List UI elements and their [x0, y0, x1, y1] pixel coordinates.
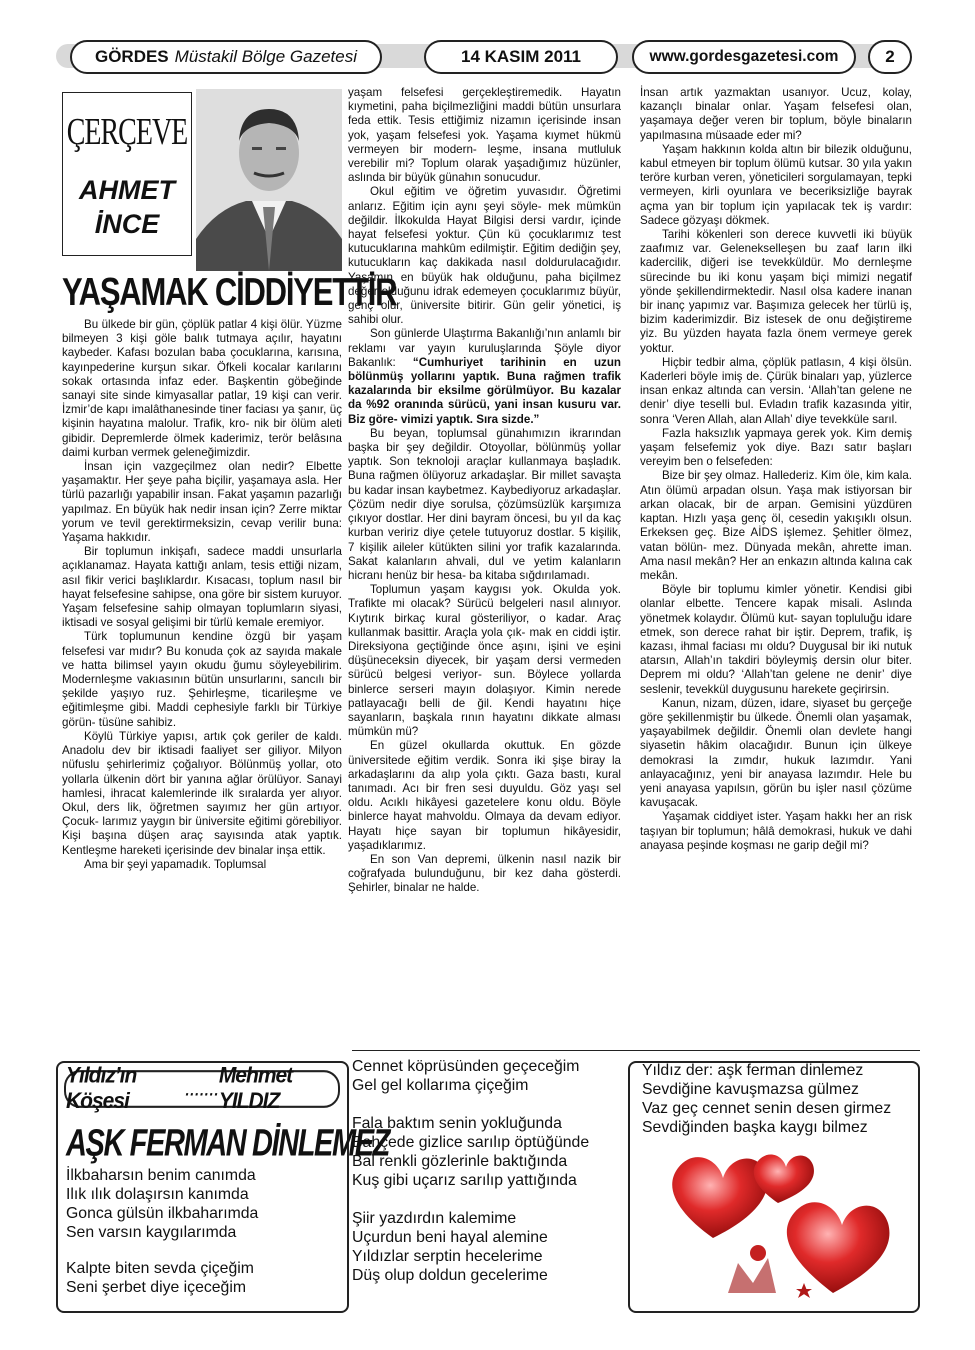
paragraph: Köylü Türkiye yapısı, artık çok geriler de kaldı. Anadolu dev bir iktisadi faaliyet ser giliyor. Milyon nüfuslu şehirlerimiz çoğalıyor. Bölünmüş yollar, oto yollarla ülkenin dört bir yanına ağlar örülüyor. Sanayi hamlesi, ihracat kalemlerinde ilk sıralarda yer alıyor. Okul, ders lik, öğretmen sayımız her gün artıyor. Çocuk- larımız yaygın bir üniversite eğitimi görebiliyor. Kişi başına düşen araç sayısında atak yaptık. Kentleşme hareketi içerisinde dev binalar inşa ettik. — [62, 729, 342, 857]
poem-title: AŞK FERMAN DİNLEMEZ — [66, 1123, 390, 1165]
poem-line: Gel gel kollarıma çiçeğim — [352, 1077, 529, 1094]
paragraph: Böyle bir toplumu kimler yönetir. Kendisi gibi olanlar elbette. Tencere kapak misali. Aslında yönetmek kolaydır. Ölümü kut- sayan topluluğu idare etmek, son derece rahat bir iştir. Deprem, trafik, iş kazası, ihmal faciası mı oldu? Duygusal bir iki nutuk atarsın, Allah’ın takdiri böyleymiş dersin olur biter. Deprem mi oldu? ‘Allah’tan gelene ne denir’ diye seslenir, tevekkül duygusunu harekete geçirirsin. — [640, 583, 912, 696]
paragraph-text: Son günlerde Ulaştırma Bakanlığı’nın anlamlı bir reklamı var yayın kuruluşlarında Şöyle diyor Bakanlık: — [348, 327, 621, 369]
corner-dots: ....... — [184, 1076, 219, 1101]
paragraph: Bu beyan, toplumsal günahımızın ikrarından başka bir şey değildir. Otoyollar, bölünmüş yollar yaptık. Son teknoloji araçlar kullanmaya başladık. Buna rağmen ölüyoruz arkadaşlar. Bir millet savaşta bu kadar insan kaybetmez. Kaybediyoruz arkadaşlar. Çözüm nedir diye sorulsa, çözümsüzlük karşımıza çıkıyor dostlar. Her dini bayram öncesi, bu yıl da kaç kurban veririz diye çetele tutuyoruz dostlar. 5 kişilik, 7 kişilik aileler kütükten silini yor trafik kazalarında. Sakat kalanların ahvali, dul ve yetim kalanların hicranı henüz bir hesa- ba kitaba sığdırılamadı. — [348, 426, 621, 582]
issue-date: 14 KASIM 2011 — [460, 47, 581, 66]
author-portrait — [196, 89, 342, 271]
poem-line: Bal renkli gözlerinle baktığında — [352, 1153, 568, 1170]
corner-title: Yıldız’ın Köşesi — [66, 1063, 137, 1114]
paragraph: Fazla haksızlık yapmaya gerek yok. Kim demiş yaşam felsefemiz yok diye. Bazı satır başları vereyim ben o felsefeden: — [640, 426, 912, 469]
website-box — [632, 40, 856, 74]
paragraph: Toplumun yaşam kaygısı yok. Okulda yok. Trafikte mi olacak? Sürücü belgeleri nasıl alınıyor. Kıytırık birkaç kural gösteriliyor, o kadar. Araç kullanmak basittir. Araçla yola çık- mak en ciddi iştir. Direksiyona geçtiğinde önce aşını, işini ve eşini düşüneceksin diyecek, bir yaşam dersi vermeden sürücü belgesi veriyor- sun. Böylece yollarda binlerce serseri mayın dolaşıyor. Kimin nerede patlayacağı belli de ğil. Kendi hayatını hiçe sayanların, başkala rının hayatını dikkate alması mümkün mü? — [348, 583, 621, 739]
poem-line: Ilık ılık dolaşırsın kanımda — [66, 1186, 249, 1203]
poem-line: Sen varsın kaygılarımda — [66, 1224, 237, 1241]
poem-stanzas-right — [642, 1061, 891, 1137]
paper-subtitle: Müstakil Bölge Gazetesi — [174, 47, 358, 66]
poem-line: Vaz geç cennet senin desen girmez — [642, 1100, 892, 1117]
paragraph: Okul eğitim ve öğretim yuvasıdır. Öğretimi anlarız. Eğitim için aynı şeyi söyle- mek mümkün değildir. İlkokulda Hayat Bilgisi dersi vardır, içinde hayat felsefesi yoktur. Çün kü çocuklarımız test kutucuklarına mahkûm edilmiştir. Eğitim dediğin şey, kutucukların kaç dakikada nasıl doldurulacağıdır. Yaşamın en büyük hak olduğunu, paha biçilmez değer olduğunu idrak edemeyen çocuklarımız büyür, genç olur, üniversite bitirir. Gün gelir yönetici, iş sahibi olur. — [348, 185, 621, 327]
paragraph: Türk toplumunun kendine özgü bir yaşam felsefesi var mıdır? Bu konuda çok az sayıda makale ve hatta bilimsel yayın okudu ğumu söyleyebilirim. Modernleşme vakıasının bütün unsurlarını, sancılı bir şekilde yaşıyo ruz. Şehirleşme, ticarileşme ve eğitimleşme gibi. Maddi cephesiyle farklı bir Türkiye görün- tüsüne sahibiz. — [62, 630, 342, 729]
ministry-quote: “Cumhuriyet tarihinin en uzun bölünmüş yollarını yaptık. Buna rağmen trafik kazalarında bir eksilme görülmüyor. Bu kazalar da %92 oranında sürücü, yani insan kusuru var. Biz göre- vimizi yaptık. Sıra sizde.” — [348, 355, 621, 426]
article-column-1 — [62, 318, 342, 872]
paragraph: Ama bir şeyi yapamadık. Toplumsal — [84, 857, 267, 871]
article-column-3 — [640, 86, 912, 853]
page-number-box — [868, 40, 912, 74]
paragraph: İnsan için vazgeçilmez olan nedir? Elbette yaşamaktır. Her şeye paha biçilir, yaşamaya asla. Her türlü pazarlığı yapabilir insan. Fakat yaşamın pazarlığı yapılmaz. En büyük hak nedir insan için? Zerre miktar yorum ve tevil gerektirmeksizin, cevap verilir buna: Yaşama hakkıdır. — [62, 460, 342, 545]
poem-line: Seni şerbet diye içeceğim — [66, 1279, 246, 1296]
poem-line: İlkbaharsın benim canımda — [66, 1167, 256, 1184]
poem-line: Düş olup doldun gecelerime — [352, 1267, 548, 1284]
poem-line: Kalpte biten sevda çiçeğim — [66, 1260, 254, 1277]
paragraph — [348, 327, 621, 426]
paragraph: En güzel okullarda okuttuk. En gözde üniversitede eğitim verdik. Sonra iki şişe biray la arkadaşlarını da alıp yola çıktı. Gaza bastı, kural tanımadı. Acı bir fren sesi duyuldu. Göz yaşı sel oldu. Acıklı hikâyesi gazetelere konu oldu. Böyle binlerce hayat mahvoldu. Olmaya da devam ediyor. Hayatı hiçe sayan bir toplumun hikâyesidir, yaşadıklarımız. — [348, 739, 621, 852]
poem-line: Gonca gülsün ilkbaharımda — [66, 1205, 259, 1222]
column-section-title: ÇERÇEVE — [66, 111, 188, 154]
paragraph: Bize bir şey olmaz. Hallederiz. Kim öle, kim kala. Atın ölümü arpadan olsun. Yaşa mak istiyorsan bir arkan olacak, bir de arpan. Gemisini yüzdüren kaptan. Hızlı yaşa genç öl, cesedin yakışıklı olsun. Erkeksen geç. Bize AİDS işlemez. Şehitler ölmez, vatan bölün- mez. Dünyada mekân, ahrette iman. Ama nasıl mekân? Her an enkazın altında kalına cak mekân. — [640, 469, 912, 582]
column-author-box — [62, 92, 192, 256]
poem-line: Kuş gibi uçarız sarılıp yattığında — [352, 1172, 577, 1189]
paragraph: En son Van depremi, ülkenin nasıl nazik bir coğrafyada bulunduğunu, bir kez daha gösterdi. Şehirler, binalar ne halde. — [348, 852, 621, 895]
author-last-name: İNCE — [94, 209, 160, 239]
poem-corner-title — [64, 1063, 340, 1114]
poem-stanzas-left — [66, 1166, 258, 1297]
author-first-name: AHMET — [79, 175, 175, 205]
poem-line: Yıldız der: aşk ferman dinlemez — [642, 1062, 864, 1079]
divider-line — [352, 1050, 920, 1051]
paragraph: Bir toplumun inkişafı, sadece maddi unsurlarla açıklanamaz. Hayata kattığı anlam, tesis ettiği nizam, asıl fikir verici başlıklardır. Kısacası, toplum nasıl bir hayat felsefesine sahipse, ona göre bir sistem kuruyor. Yaşam felsefesine sahip olmayan toplumların siyasi, iktisadi ve sosyal gelişimi bir türlü kemale eremiyor. — [62, 545, 342, 630]
page-number: 2 — [885, 47, 895, 66]
date-box — [424, 40, 618, 74]
poem-line: Bahçede gizlice sarılıp öptüğünde — [352, 1134, 590, 1151]
paragraph: Bu ülkede bir gün, çöplük patlar 4 kişi ölür. Yüzme bilmeyen 3 kişi göle balık tutmaya açılır, hayatını kaybeder. Kafası bozulan baba çocuklarına, karısına, kayınpederine kurşun sıkar. Öfkeli kocalar karılarını sokak ortasında infaz eder. Başkentin göbeğinde sanayi site sinde kimyasallar patlar, 19 kişi can verir. İzmir’de kapı imalâthanesinde tiner faciası ya şanır, üç kişinin hayatına malolur. Trafik, kro- nik bir ölüm aleti gibidir. Depremlerde ölmek kaderimiz, terör belâsına daimi kurban vermek geleneğimizdir. — [62, 318, 342, 459]
article-headline: YAŞAMAK CİDDİYETTİR — [62, 270, 397, 314]
paper-name: GÖRDES — [94, 47, 169, 66]
corner-author: Mehmet YILDIZ — [218, 1063, 293, 1114]
website-link[interactable]: www.gordesgazetesi.com — [649, 48, 839, 65]
poem-corner-box — [56, 1061, 390, 1313]
poem-line: Cennet köprüsünden geçeceğim — [352, 1058, 580, 1075]
paragraph: Kanun, nizam, düzen, idare, siyaset bu gerçeğe göre şekillenmiştir bu ülkede. Önemli olan yaşamak, yaşayabilmek değildir. Önemli olan devlete hangi siyasetin hâkim olacağıdır. Bunun için ülkeye demokrasi la zımdır, hukuk lazımdır. Yani anlayacağınız, yeni bir anayasa lazımdır. Hele bu yeni anayasa yapılsın, görün bu işler nasıl çözüme kavuşacak. — [640, 696, 912, 810]
poem-stanzas-middle — [352, 1058, 622, 1313]
author-name — [63, 173, 191, 241]
paragraph: Yaşam hakkının kolda altın bir bilezik olduğunu, kabul etmeyen bir toplum ölümü kutsar. 30 yıla yakın teröre kurban veren, yöneticileri sorgulamayan, tepki vermeyen, kirli oyunlara ve beceriksizliğe bayrak açma yan bir toplum için yapılacak tek iş vardır: Sadece gözyaşı dökmek. — [640, 142, 912, 227]
poem-line: Yıldızlar serptin hecelerime — [352, 1248, 543, 1265]
poem-line: Uçurdun beni hayal alemine — [352, 1229, 548, 1246]
paragraph: Yaşamak ciddiyet ister. Yaşam hakkı her an risk taşıyan bir toplumun; hâlâ demokrasi, hukuk ve dahi anayasa peşinde koşması ne garip değil mi? — [640, 810, 912, 852]
hearts-illustration-icon — [658, 1143, 898, 1303]
article-column-2 — [348, 86, 621, 896]
portrait-icon — [196, 89, 342, 271]
masthead — [70, 40, 382, 74]
poem-line: Fala baktım senin yokluğunda — [352, 1115, 562, 1132]
poem-line: Sevdiğinden başka kaygı bilmez — [642, 1119, 868, 1136]
poem-hearts-box — [628, 1061, 920, 1313]
poem-line: Şiir yazdırdın kalemime — [352, 1210, 517, 1227]
paragraph: Hiçbir tedbir alma, çöplük patlasın, 4 kişi ölsün. Kaderleri böyle imiş de. Çürük binaları yap, yüzlerce insan enkaz altında can versin. ‘Allah’tan gelene ne denir’ diye teselli bul. Evladın trafik kazasında yitir, sonra ‘Veren Allah, alan Allah’ diye tevekküle sarıl. — [640, 355, 912, 426]
paragraph: yaşam felsefesi gerçekleştiremedik. Hayatın kıymetini, paha biçilmezliğini maddi bütün unsurlara feda ettik. Tesis ettiğimiz nizamın içerisinde insan yok, yaşam felsefesi yok. Yaşama kıymet hükmü vermeyen bir modern- leşme, insana mutluluk verebilir mi? Toplum olarak yaşadığımız hüzünler, aslında bir büyük günahın sonucudur. — [348, 86, 621, 185]
paragraph: İnsan artık yazmaktan usanıyor. Ucuz, kolay, kazançlı binalar onlar. Yaşam felsefesi olan, yaşamaya değer veren bir toplum, böyle binaların yapılmasına müsaade eder mi? — [640, 86, 912, 142]
poem-line: Sevdiğine kavuşmazsa gülmez — [642, 1081, 859, 1098]
paragraph: Tarihi kökenleri son derece kuvvetli iki büyük zaafımız var. Gelenekselleşen bu zaaf ların ilki kadercilik, diğeri ise tevekküldür. Mo dernleşme sürecinde bu iki konu yaşam biçi mimizi negatif yönde şekillendirmektedir. Nasıl olsa kadere inanan bir inanç yapımız var. Başımıza gelecek her türlü iş, bizim kaderimizdir. Biz istesek de onu değiştireme yiz. Bu yüzden hayata fazla önem vermeye gerek yoktur. — [640, 228, 912, 355]
